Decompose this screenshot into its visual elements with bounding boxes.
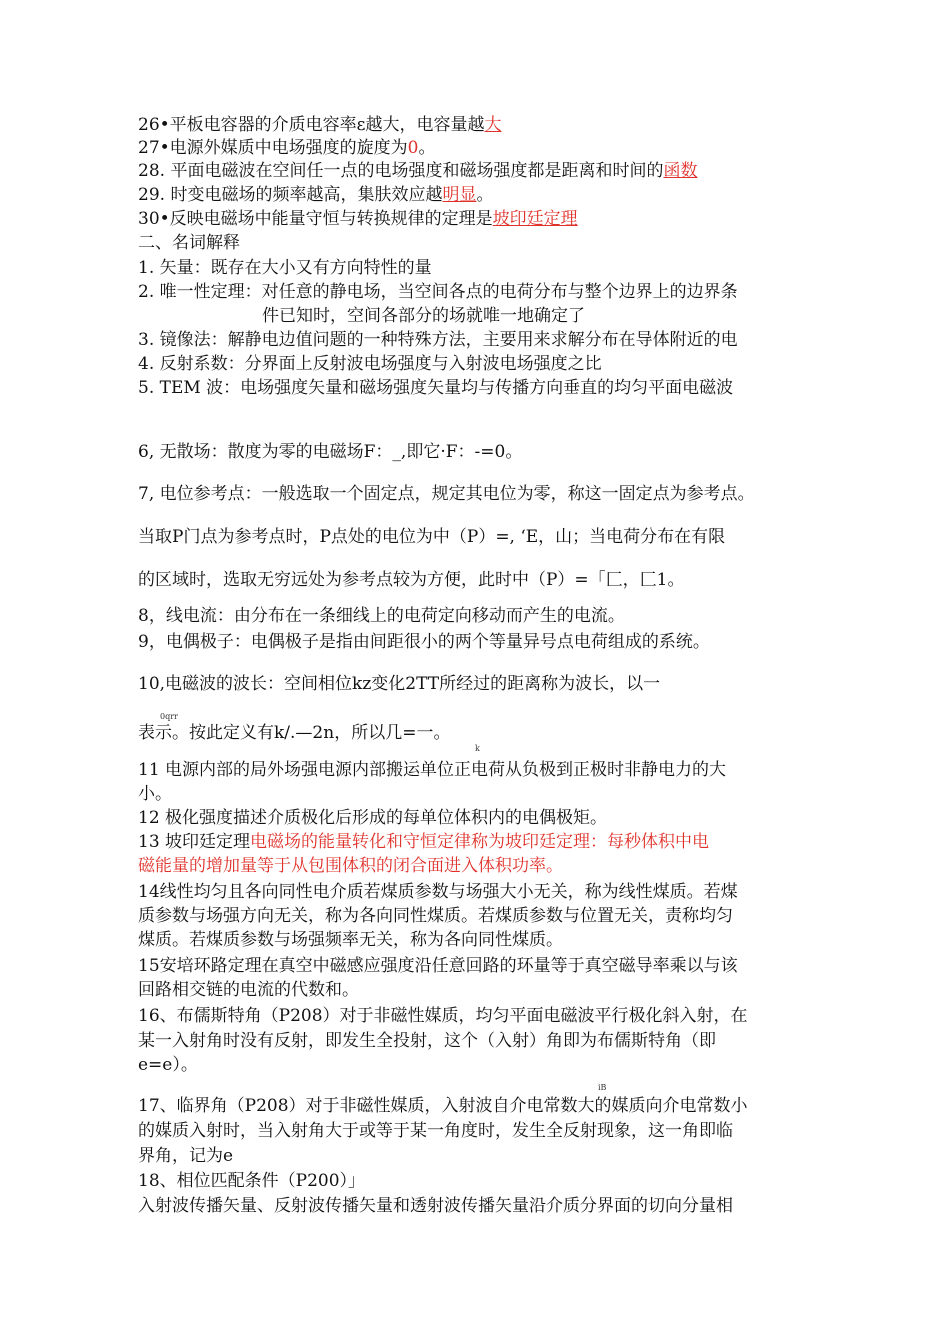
- def-16-subscript: iB: [598, 1083, 607, 1092]
- answer-30: 坡印廷定理: [492, 209, 578, 229]
- def-18-line-1: 18、相位匹配条件（P200）」: [138, 1171, 366, 1191]
- blank-29: 29. 时变电磁场的频率越高，集肤效应越明显。: [138, 185, 494, 205]
- section-title: 二、名词解释: [138, 233, 240, 253]
- def-14-line-1: 14线性均匀且各向同性电介质若煤质参数与场强大小无关，称为线性煤质。若煤: [138, 882, 738, 902]
- def-11-line-2: 小。: [138, 784, 172, 804]
- def-13-line-1: 13 坡印廷定理电磁场的能量转化和守恒定律称为坡印廷定理：每秒体积中电: [138, 832, 710, 852]
- def-12: 12 极化强度描述介质极化后形成的每单位体积内的电偶极矩。: [138, 808, 608, 828]
- def-17-line-2: 的媒质入射时，当入射角大于或等于某一角度时，发生全反射现象，这一角即临: [138, 1121, 733, 1141]
- def-13-highlight: 电磁场的能量转化和守恒定律称为坡印廷定理：每秒体积中电: [250, 832, 710, 852]
- def-16-line-2: 某一入射角时没有反射，即发生全投射，这个（入射）角即为布儒斯特角（即: [138, 1031, 716, 1051]
- answer-26: 大: [484, 115, 502, 135]
- def-2-line-2: 件已知时，空间各部分的场就唯一地确定了: [262, 306, 585, 326]
- answer-27: 0: [407, 138, 419, 158]
- def-5: 5. TEM 波：电场强度矢量和磁场强度矢量均与传播方向垂直的均匀平面电磁波: [138, 378, 734, 398]
- def-10-subscript: k: [475, 744, 480, 753]
- def-8: 8，线电流：由分布在一条细线上的电荷定向移动而产生的电流。: [138, 606, 625, 626]
- answer-29: 明显: [442, 185, 477, 205]
- def-7-line-1: 7, 电位参考点：一般选取一个固定点，规定其电位为零，称这一固定点为参考点。: [138, 484, 755, 504]
- blank-26: 26•平板电容器的介质电容率ε越大，电容量越大: [138, 115, 502, 135]
- def-3: 3. 镜像法：解静电边值问题的一种特殊方法，主要用来求解分布在导体附近的电: [138, 330, 738, 350]
- def-14-line-2: 质参数与场强方向无关，称为各向同性煤质。若煤质参数与位置无关，责称均匀: [138, 906, 733, 926]
- blank-27: 27•电源外媒质中电场强度的旋度为0。: [138, 138, 436, 158]
- def-15-line-2: 回路相交链的电流的代数和。: [138, 980, 359, 1000]
- def-16-line-1: 16、布儒斯特角（P208）对于非磁性媒质，均匀平面电磁波平行极化斜入射，在: [138, 1006, 748, 1026]
- def-18-line-2: 入射波传播矢量、反射波传播矢量和透射波传播矢量沿介质分界面的切向分量相: [138, 1196, 733, 1216]
- answer-28: 函数: [663, 161, 698, 181]
- def-15-line-1: 15安培环路定理在真空中磁感应强度沿任意回路的环量等于真空磁导率乘以与该: [138, 956, 738, 976]
- def-2-line-1: 2. 唯一性定理：对任意的静电场，当空间各点的电荷分布与整个边界上的边界条: [138, 282, 738, 302]
- def-13-line-2: 磁能量的增加量等于从包围体积的闭合面进入体积功率。: [138, 856, 563, 876]
- def-10-line-1: 10,电磁波的波长：空间相位kz变化2TT所经过的距离称为波长，以一: [138, 674, 661, 694]
- blank-30: 30•反映电磁场中能量守恒与转换规律的定理是坡印廷定理: [138, 209, 578, 229]
- def-11-line-1: 11 电源内部的局外场强电源内部搬运单位正电荷从负极到正极时非静电力的大: [138, 760, 727, 780]
- def-17-line-1: 17、临界角（P208）对于非磁性媒质，入射波自介电常数大的媒质向介电常数小: [138, 1096, 748, 1116]
- def-17-line-3: 界角，记为e: [138, 1146, 234, 1166]
- def-14-line-3: 煤质。若煤质参数与场强频率无关，称为各向同性煤质。: [138, 930, 563, 950]
- def-10-note: 0qrr: [160, 712, 178, 721]
- def-6: 6, 无散场：散度为零的电磁场F：_,即它·F：-=0。: [138, 442, 523, 462]
- def-10-line-2: 表示。按此定义有k/.—2n，所以几=一。: [138, 723, 451, 743]
- def-4: 4. 反射系数：分界面上反射波电场强度与入射波电场强度之比: [138, 354, 602, 374]
- def-1: 1. 矢量：既存在大小又有方向特性的量: [138, 258, 432, 278]
- def-9: 9，电偶极子：电偶极子是指由间距很小的两个等量异号点电荷组成的系统。: [138, 632, 710, 652]
- def-7-line-3: 的区域时，选取无穷远处为参考点较为方便，此时中（P）=「匚，匚1。: [138, 570, 685, 590]
- def-16-line-3: e=e）。: [138, 1055, 198, 1075]
- def-7-line-2: 当取P门点为参考点时，P点处的电位为中（P）=, ‘E，山；当电荷分布在有限: [138, 527, 726, 547]
- blank-28: 28. 平面电磁波在空间任一点的电场强度和磁场强度都是距离和时间的函数: [138, 161, 698, 181]
